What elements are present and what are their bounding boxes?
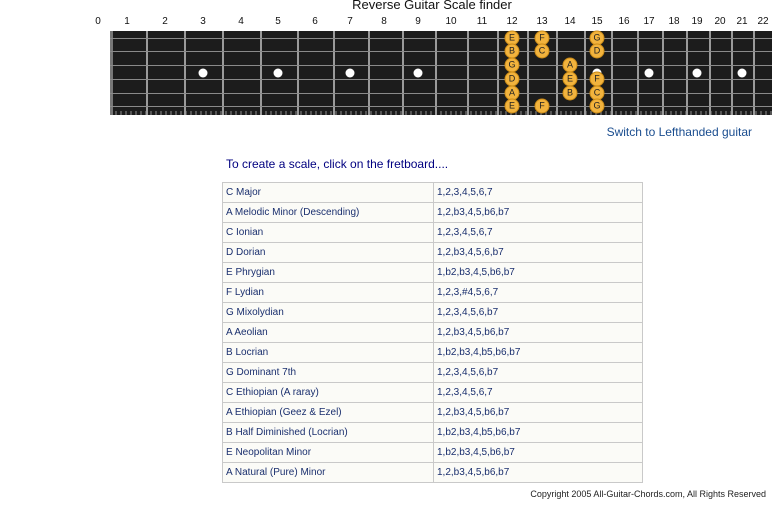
fretboard-nut	[110, 31, 113, 115]
fret-number-7: 7	[347, 16, 353, 27]
scale-name[interactable]: D Dorian	[223, 243, 434, 263]
note-marker[interactable]: B	[505, 44, 520, 59]
table-row[interactable]	[223, 303, 643, 323]
fret-wire	[662, 31, 664, 115]
guitar-string-3	[110, 65, 772, 66]
fret-wire	[146, 31, 148, 115]
fret-wire	[686, 31, 688, 115]
note-marker[interactable]: C	[590, 86, 605, 101]
scale-formula: 1,b2,b3,4,5,b6,b7	[434, 443, 643, 463]
fret-wire	[731, 31, 733, 115]
fret-number-18: 18	[668, 16, 680, 27]
fret-number-2: 2	[162, 16, 168, 27]
fret-wire	[297, 31, 299, 115]
fret-number-10: 10	[445, 16, 457, 27]
table-row[interactable]	[223, 223, 643, 243]
fret-number-6: 6	[312, 16, 318, 27]
fret-wire	[753, 31, 755, 115]
page-title: Reverse Guitar Scale finder	[352, 0, 512, 12]
note-marker[interactable]: F	[535, 31, 550, 46]
scale-formula: 1,2,b3,4,5,b6,b7	[434, 323, 643, 343]
scale-table	[222, 182, 643, 483]
table-row[interactable]	[223, 403, 643, 423]
note-marker[interactable]: G	[590, 99, 605, 114]
scale-formula: 1,b2,b3,4,b5,b6,b7	[434, 423, 643, 443]
note-marker[interactable]: D	[590, 44, 605, 59]
scale-name[interactable]: G Dominant 7th	[223, 363, 434, 383]
fretboard[interactable]	[110, 31, 772, 115]
table-row[interactable]	[223, 243, 643, 263]
guitar-string-4	[110, 79, 772, 80]
inlay-dot	[274, 69, 283, 78]
fret-number-1: 1	[124, 16, 130, 27]
guitar-string-5	[110, 93, 772, 94]
scale-formula: 1,2,b3,4,5,b6,b7	[434, 463, 643, 483]
copyright-text: Copyright 2005 All-Guitar-Chords.com, All Rights Reserved	[530, 489, 766, 499]
note-marker[interactable]: D	[505, 72, 520, 87]
fret-number-3: 3	[200, 16, 206, 27]
scale-name[interactable]: G Mixolydian	[223, 303, 434, 323]
scale-formula: 1,2,3,4,5,6,b7	[434, 303, 643, 323]
scale-name[interactable]: E Phrygian	[223, 263, 434, 283]
scale-name[interactable]: B Half Diminished (Locrian)	[223, 423, 434, 443]
table-row[interactable]	[223, 283, 643, 303]
scale-name[interactable]: C Ethiopian (A raray)	[223, 383, 434, 403]
table-row[interactable]	[223, 383, 643, 403]
scale-formula: 1,2,b3,4,5,b6,b7	[434, 203, 643, 223]
fret-wire	[402, 31, 404, 115]
table-row[interactable]	[223, 323, 643, 343]
scale-formula: 1,2,3,4,5,6,b7	[434, 363, 643, 383]
fret-number-20: 20	[714, 16, 726, 27]
fret-number-4: 4	[238, 16, 244, 27]
fret-wire	[184, 31, 186, 115]
fret-number-12: 12	[506, 16, 518, 27]
scale-name[interactable]: E Neopolitan Minor	[223, 443, 434, 463]
table-row[interactable]	[223, 183, 643, 203]
scale-formula: 1,2,b3,4,5,6,b7	[434, 243, 643, 263]
guitar-string-1	[110, 38, 772, 39]
scale-name[interactable]: B Locrian	[223, 343, 434, 363]
fret-wire	[584, 31, 586, 115]
fret-number-13: 13	[536, 16, 548, 27]
scale-name[interactable]: C Ionian	[223, 223, 434, 243]
scale-formula: 1,2,3,4,5,6,7	[434, 183, 643, 203]
fret-wire	[709, 31, 711, 115]
scale-name[interactable]: A Aeolian	[223, 323, 434, 343]
note-marker[interactable]: A	[563, 58, 578, 73]
fret-number-11: 11	[476, 16, 488, 27]
fret-wire	[260, 31, 262, 115]
fret-number-0: 0	[95, 16, 101, 27]
fret-number-15: 15	[591, 16, 603, 27]
fret-number-21: 21	[736, 16, 748, 27]
note-marker[interactable]: E	[505, 99, 520, 114]
scale-formula: 1,2,3,4,5,6,7	[434, 223, 643, 243]
fret-wire	[222, 31, 224, 115]
fret-number-19: 19	[691, 16, 703, 27]
table-row[interactable]	[223, 423, 643, 443]
table-row[interactable]	[223, 443, 643, 463]
fret-wire	[611, 31, 613, 115]
fret-number-16: 16	[618, 16, 630, 27]
table-row[interactable]	[223, 263, 643, 283]
fret-wire	[637, 31, 639, 115]
inlay-dot	[693, 69, 702, 78]
inlay-dot	[645, 69, 654, 78]
inlay-dot	[199, 69, 208, 78]
guitar-string-2	[110, 51, 772, 52]
fret-wire	[467, 31, 469, 115]
table-row[interactable]	[223, 203, 643, 223]
inlay-dot	[738, 69, 747, 78]
fret-number-22: 22	[757, 16, 769, 27]
fret-wire	[497, 31, 499, 115]
fret-number-8: 8	[381, 16, 387, 27]
inlay-dot	[414, 69, 423, 78]
fret-number-9: 9	[415, 16, 421, 27]
table-row[interactable]	[223, 463, 643, 483]
scale-name[interactable]: A Natural (Pure) Minor	[223, 463, 434, 483]
scale-name[interactable]: A Melodic Minor (Descending)	[223, 203, 434, 223]
scale-formula: 1,2,3,#4,5,6,7	[434, 283, 643, 303]
scale-formula: 1,b2,b3,4,5,b6,b7	[434, 263, 643, 283]
fret-wire	[527, 31, 529, 115]
scale-formula: 1,b2,b3,4,b5,b6,b7	[434, 343, 643, 363]
fret-number-17: 17	[643, 16, 655, 27]
guitar-string-6	[110, 106, 772, 107]
note-marker[interactable]: F	[535, 99, 550, 114]
scale-formula: 1,2,3,4,5,6,7	[434, 383, 643, 403]
scale-name[interactable]: C Major	[223, 183, 434, 203]
fret-number-14: 14	[564, 16, 576, 27]
inlay-dot	[346, 69, 355, 78]
scale-name[interactable]: F Lydian	[223, 283, 434, 303]
note-marker[interactable]: C	[535, 44, 550, 59]
instruction-text: To create a scale, click on the fretboard....	[226, 157, 449, 171]
note-marker[interactable]: B	[563, 86, 578, 101]
fret-wire	[333, 31, 335, 115]
fret-wire	[435, 31, 437, 115]
fret-wire	[368, 31, 370, 115]
switch-lefthanded-link[interactable]: Switch to Lefthanded guitar	[606, 125, 752, 139]
note-marker[interactable]: F	[590, 72, 605, 87]
note-marker[interactable]: E	[505, 31, 520, 46]
note-marker[interactable]: A	[505, 86, 520, 101]
fret-wire	[556, 31, 558, 115]
scale-name[interactable]: A Ethiopian (Geez & Ezel)	[223, 403, 434, 423]
scale-formula: 1,2,b3,4,5,b6,b7	[434, 403, 643, 423]
table-row[interactable]	[223, 363, 643, 383]
note-marker[interactable]: G	[590, 31, 605, 46]
note-marker[interactable]: E	[563, 72, 578, 87]
table-row[interactable]	[223, 343, 643, 363]
fret-number-5: 5	[275, 16, 281, 27]
note-marker[interactable]: G	[505, 58, 520, 73]
